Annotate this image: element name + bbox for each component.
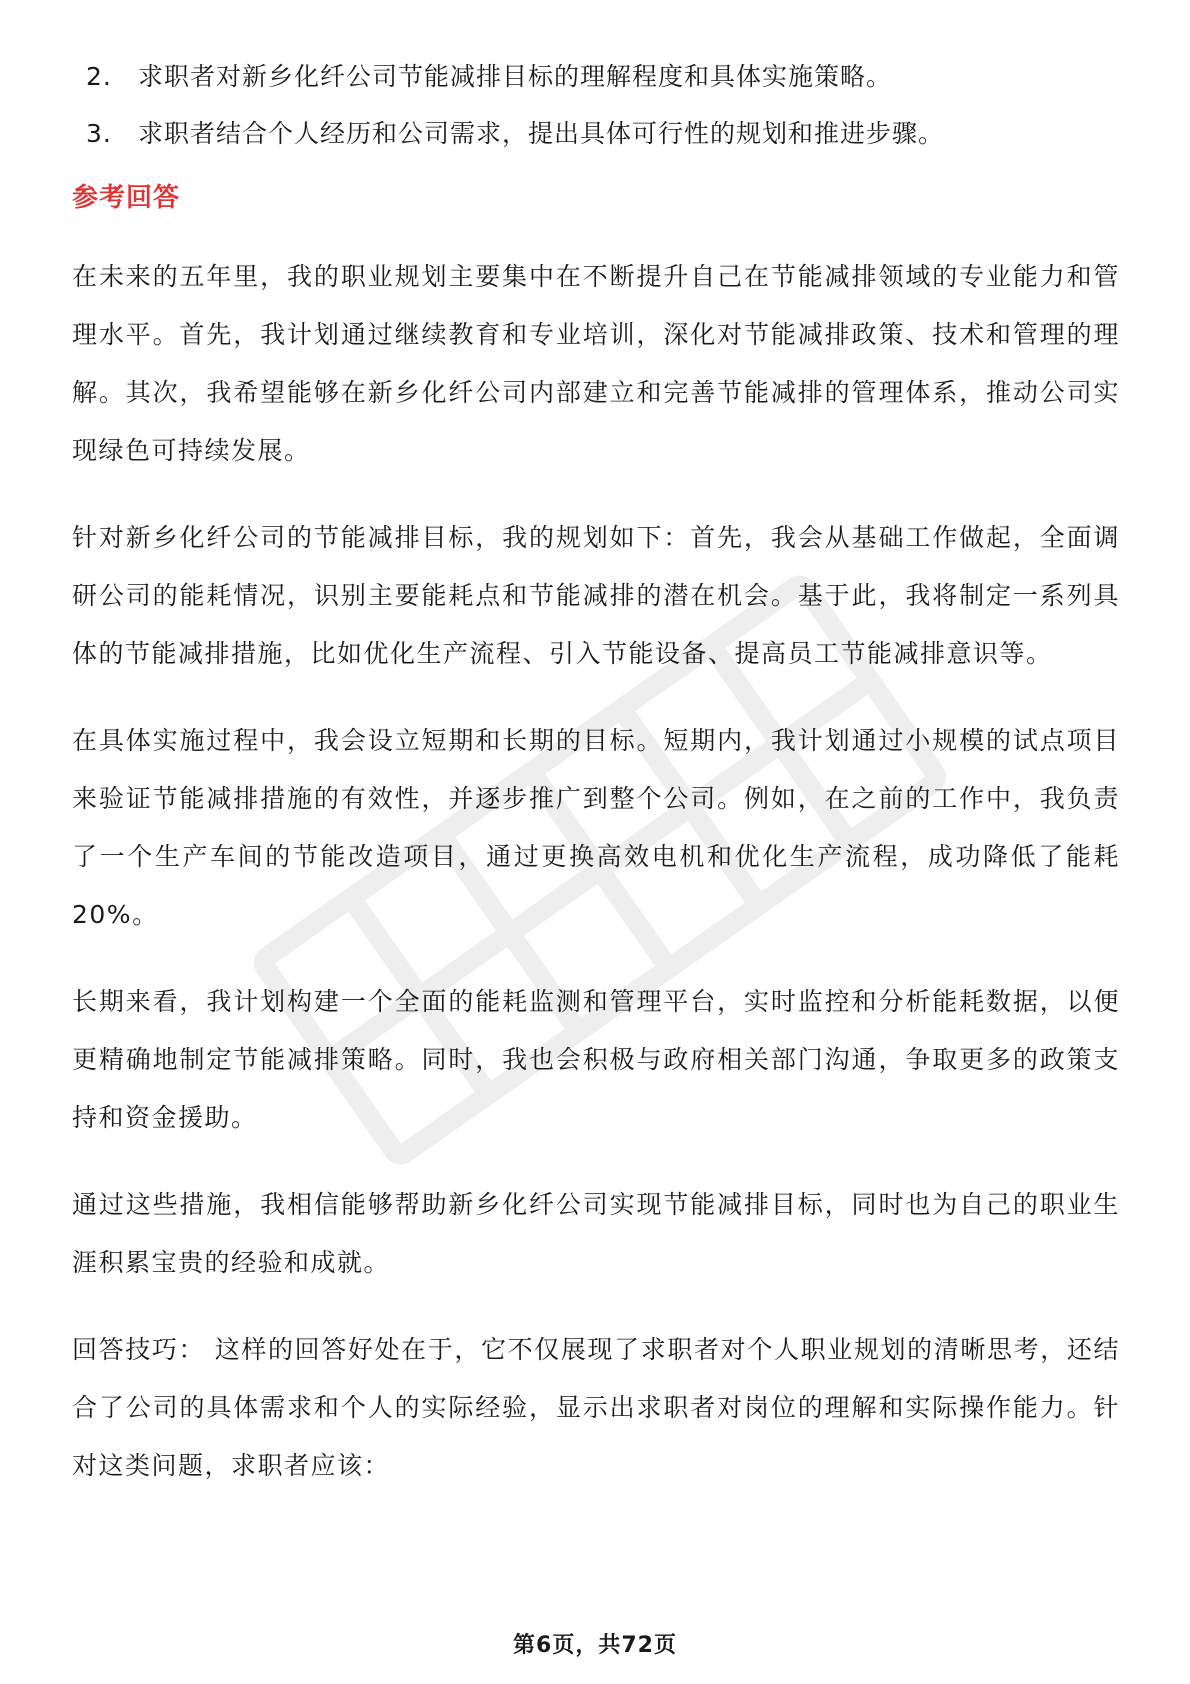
answer-paragraph-2: 针对新乡化纤公司的节能减排目标，我的规划如下：首先，我会从基础工作做起，全面调研公司的能耗情况，识别主要能耗点和节能减排的潜在机会。基于此，我将制定一系列具体的节能减排措施，比如优化生产流程、引入节能设备、提高员工节能减排意识等。 [72, 523, 1120, 668]
question-points-list [72, 58, 1120, 152]
list-item-text: 求职者结合个人经历和公司需求，提出具体可行性的规划和推进步骤。 [138, 119, 945, 148]
answer-paragraph-1: 在未来的五年里，我的职业规划主要集中在不断提升自己在节能减排领域的专业能力和管理水平。首先，我计划通过继续教育和专业培训，深化对节能减排政策、技术和管理的理解。其次，我希望能够在新乡化纤公司内部建立和完善节能减排的管理体系，推动公司实现绿色可持续发展。 [72, 262, 1120, 465]
list-item-number: 2. [86, 62, 112, 91]
answer-paragraph-4: 长期来看，我计划构建一个全面的能耗监测和管理平台，实时监控和分析能耗数据，以便更精确地制定节能减排策略。同时，我也会积极与政府相关部门沟通，争取更多的政策支持和资金援助。 [72, 987, 1120, 1132]
list-item [72, 115, 1120, 152]
page-number-footer: 第6页，共72页 [513, 1633, 677, 1658]
page-content [72, 58, 1120, 1524]
list-item-text: 求职者对新乡化纤公司节能减排目标的理解程度和具体实施策略。 [138, 62, 893, 91]
answer-paragraph-3: 在具体实施过程中，我会设立短期和长期的目标。短期内，我计划通过小规模的试点项目来验证节能减排措施的有效性，并逐步推广到整个公司。例如，在之前的工作中，我负责了一个生产车间的节能改造项目，通过更换高效电机和优化生产流程，成功降低了能耗20%。 [72, 726, 1120, 929]
list-item [72, 58, 1120, 95]
section-heading-reference-answer: 参考回答 [72, 183, 181, 213]
list-item-number: 3. [86, 119, 112, 148]
answer-paragraph-5: 通过这些措施，我相信能够帮助新乡化纤公司实现节能减排目标，同时也为自己的职业生涯积累宝贵的经验和成就。 [72, 1190, 1120, 1277]
answer-tips-paragraph: 回答技巧： 这样的回答好处在于，它不仅展现了求职者对个人职业规划的清晰思考，还结合了公司的具体需求和个人的实际经验，显示出求职者对岗位的理解和实际操作能力。针对这类问题，求职者应该： [72, 1335, 1120, 1480]
